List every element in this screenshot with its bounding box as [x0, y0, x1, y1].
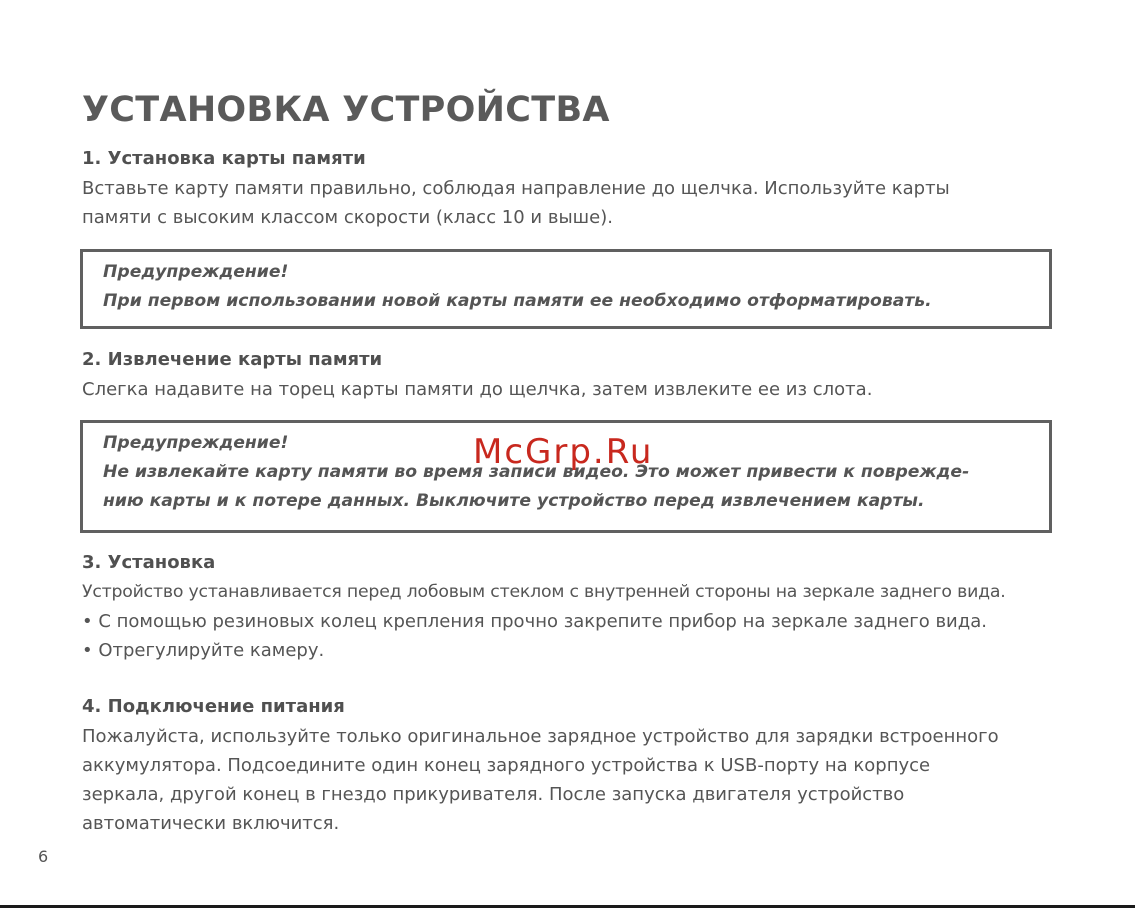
body-line: зеркала, другой конец в гнездо прикуривателя. После запуска двигателя устройство: [82, 784, 905, 805]
body-line: Слегка надавите на торец карты памяти до щелчка, затем извлеките ее из слота.: [82, 379, 873, 400]
page-title: УСТАНОВКА УСТРОЙСТВА: [82, 90, 610, 130]
watermark: McGrp.Ru: [473, 432, 654, 472]
body-line: аккумулятора. Подсоедините один конец зарядного устройства к USB-порту на корпусе: [82, 755, 931, 776]
warning-box-format: [80, 249, 1052, 329]
body-line: памяти с высоким классом скорости (класс 10 и выше).: [82, 207, 613, 228]
section-body-memory-card-install: [82, 174, 950, 232]
page-number: 6: [38, 847, 49, 866]
body-line: автоматически включится.: [82, 813, 340, 834]
body-line: Вставьте карту памяти правильно, соблюдая направление до щелчка. Используйте карты: [82, 178, 950, 199]
warning-text: При первом использовании новой карты памяти ее необходимо отформатировать.: [103, 291, 932, 311]
warning-label: Предупреждение!: [103, 433, 289, 453]
warning-text: Не извлекайте карту памяти во время записи видео. Это может привести к поврежде-: [103, 462, 970, 482]
warning-label: Предупреждение!: [103, 262, 289, 282]
section-body-installation: [82, 578, 1006, 665]
section-body-memory-card-removal: [82, 375, 872, 404]
section-heading-memory-card-removal: 2. Извлечение карты памяти: [82, 349, 383, 370]
section-heading-memory-card-install: 1. Установка карты памяти: [82, 148, 366, 169]
warning-text: нию карты и к потере данных. Выключите устройство перед извлечением карты.: [103, 491, 925, 511]
bullet-item: • Отрегулируйте камеру.: [82, 640, 325, 661]
body-line: Устройство устанавливается перед лобовым стеклом с внутренней стороны на зеркале заднего вида.: [82, 582, 1006, 602]
section-body-power: [82, 722, 999, 838]
body-line: Пожалуйста, используйте только оригинальное зарядное устройство для зарядки встроенного: [82, 726, 999, 747]
section-heading-power: 4. Подключение питания: [82, 696, 345, 717]
section-heading-installation: 3. Установка: [82, 552, 216, 573]
bullet-item: • С помощью резиновых колец крепления прочно закрепите прибор на зеркале заднего вида.: [82, 611, 987, 632]
